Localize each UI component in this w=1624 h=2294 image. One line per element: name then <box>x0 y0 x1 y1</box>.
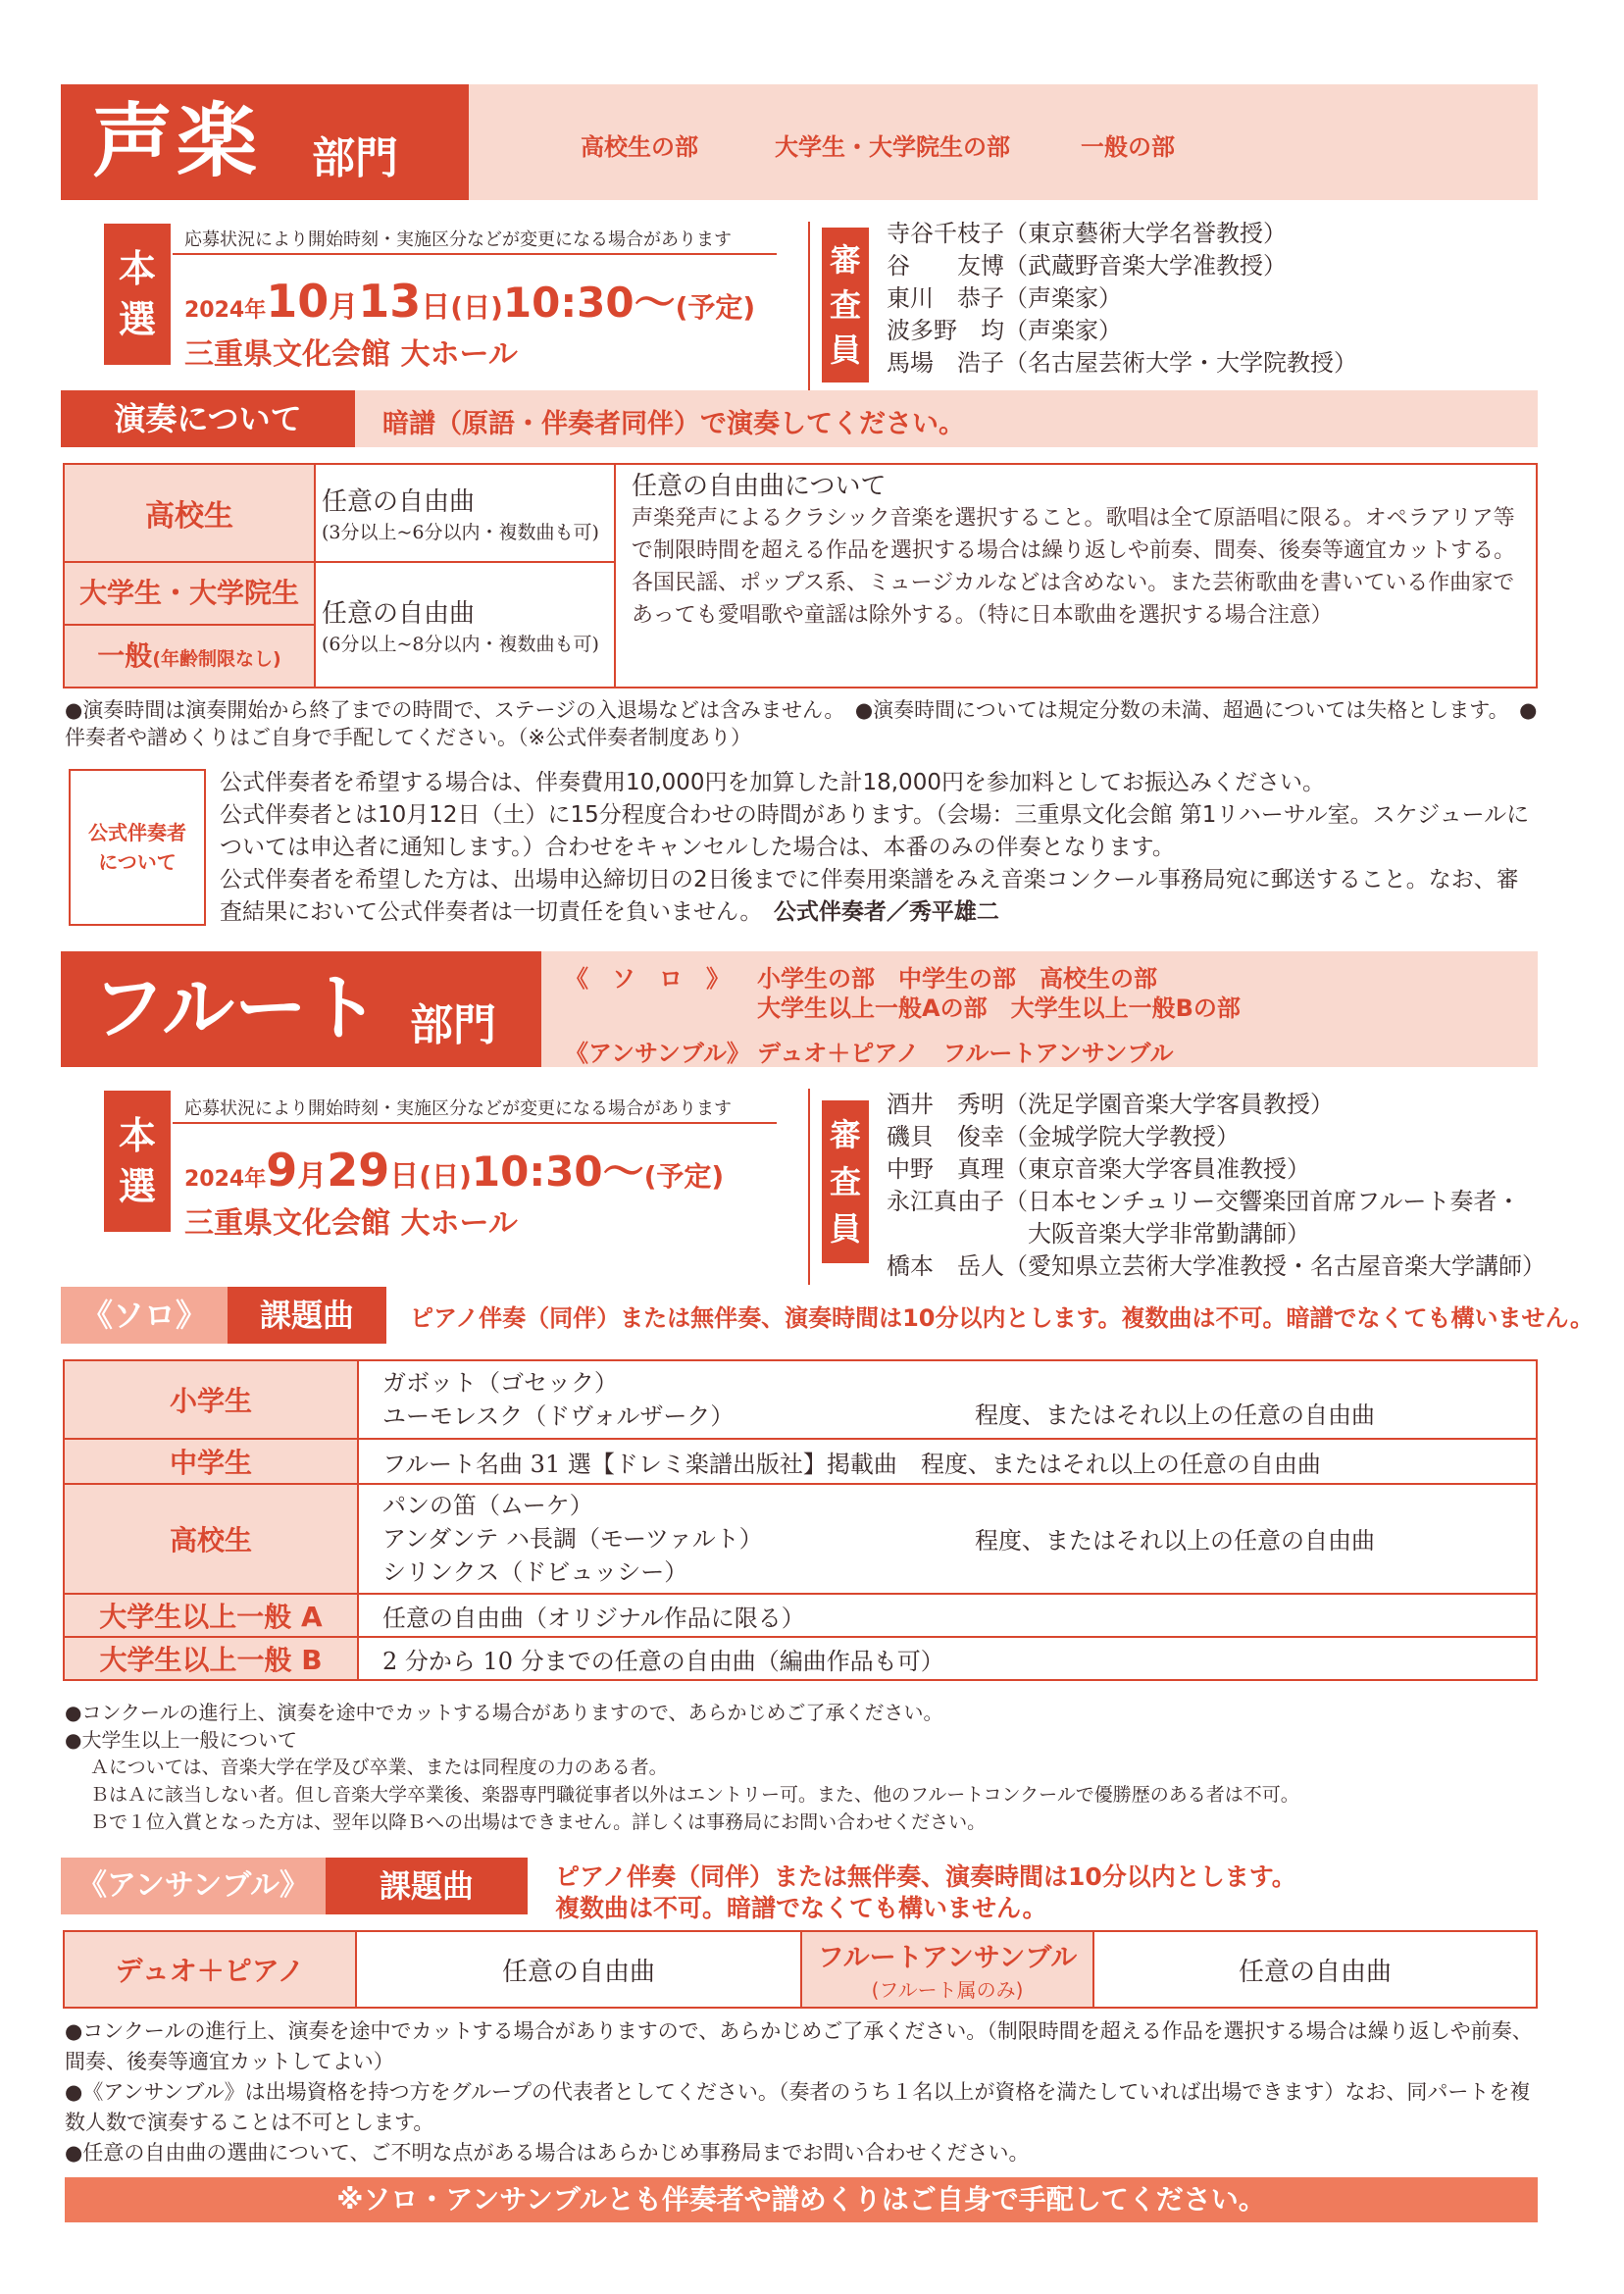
es-piece-1: ガボット（ゴセック） <box>382 1369 618 1397</box>
date-time: 10:30〜 <box>471 1147 644 1196</box>
fe-sub: (フルート属のみ) <box>871 1978 1024 2002</box>
judge-item: 東川 恭子（声楽家） <box>887 284 1122 312</box>
flute-solo-divisions-1: 小学生の部 中学生の部 高校生の部 <box>757 965 1157 993</box>
note-line: ●コンクールの進行上、演奏を途中でカットする場合がありますので、あらかじめご了承ください。（制限時間を超える作品を選択する場合は繰り返しや前奏、間奏、後奏等適宜カットしてよい） <box>65 2019 1533 2073</box>
flute-notice: 応募状況により開始時刻・実施区分などが変更になる場合があります <box>184 1098 732 1119</box>
ms-piece: フルート名曲 31 選【ドレミ楽譜出版社】掲載曲 <box>382 1450 897 1478</box>
flute-solo-divisions-2: 大学生以上一般Aの部 大学生以上一般Bの部 <box>757 994 1241 1022</box>
official-line: 公式伴奏者とは10月12日（土）に15分程度合わせの時間があります。（会場：三重県文化会館 第1リハーサル室。スケジュールについては申込者に通知します。）合わせをキャンセルした場合は、本番のみの伴奏となります。 <box>220 802 1530 860</box>
official-label-1: 公式伴奏者 <box>88 821 186 844</box>
judges-char-2: 査 <box>829 1163 861 1200</box>
date-weekday: (日) <box>450 291 503 324</box>
note-line: ●《アンサンブル》は出場資格を持つ方をグループの代表者としてください。（奏者のうち１名以上が資格を満たしていれば出場できます）なお、同パートを複数人数で演奏することは不可とします。 <box>65 2080 1531 2134</box>
vocal-hs-piece: 任意の自由曲 <box>322 487 476 517</box>
es-level: 程度、またはそれ以上の任意の自由曲 <box>975 1402 1375 1429</box>
flute-row-b: 大学生以上一般 B <box>99 1644 323 1676</box>
official-line: 公式伴奏者を希望する場合は、伴奏費用10,000円を加算した計18,000円を参加料としてお振込みください。 <box>220 770 1325 795</box>
table-cell <box>315 464 615 562</box>
vocal-judges-label <box>822 228 869 382</box>
ms-level: 程度、またはそれ以上の任意の自由曲 <box>920 1450 1321 1478</box>
vocal-uni-piece: 任意の自由曲 <box>322 599 476 629</box>
table-cell <box>64 1637 358 1680</box>
flute-row-hs: 高校生 <box>169 1524 252 1556</box>
vocal-notice: 応募状況により開始時刻・実施区分などが変更になる場合があります <box>184 229 732 250</box>
flute-judges-label <box>822 1100 869 1263</box>
table-cell <box>315 562 615 688</box>
flute-solo-kadai: 課題曲 <box>228 1287 386 1344</box>
judges-char-3: 員 <box>829 331 861 369</box>
table-cell <box>358 1484 1537 1594</box>
table-cell <box>358 1594 1537 1637</box>
date-year: 2024年 <box>184 1167 267 1192</box>
official-line-3: 公式伴奏者を希望した方は、出場申込締切日の2日後までに伴奏用楽譜をみえ音楽コンクール事務局宛に郵送すること。なお、審査結果において公式伴奏者は一切責任を負いません。 <box>220 867 1519 925</box>
footer-banner: ※ソロ・アンサンブルとも伴奏者や譜めくりはご自身で手配してください。 <box>65 2177 1538 2222</box>
vocal-perf-text: 暗譜（原語・伴奏者同伴）で演奏してください。 <box>382 409 965 439</box>
flute-honsen-label <box>104 1091 171 1232</box>
date-year: 2024年 <box>184 298 267 323</box>
flute-solo-label: 《ソロ》 <box>61 1287 228 1344</box>
vocal-honsen-label <box>104 224 171 365</box>
vocal-row-hs: 高校生 <box>145 499 233 534</box>
table-cell <box>64 1439 358 1484</box>
flute-ens-divisions: デュオ＋ピアノ フルートアンサンブル <box>757 1040 1174 1067</box>
date-month-unit: 月 <box>329 290 359 325</box>
judge-item: 中野 真理（東京音楽大学客員准教授） <box>887 1155 1310 1183</box>
date-day: 13 <box>358 275 422 328</box>
date-time: 10:30〜 <box>502 279 676 327</box>
official-line <box>220 864 1540 929</box>
judge-item: 大阪音楽大学非常勤講師） <box>887 1220 1310 1248</box>
flute-venue: 三重県文化会館 大ホール <box>184 1206 518 1241</box>
date-day-unit: 日 <box>389 1159 420 1194</box>
date-month: 10 <box>266 275 330 328</box>
official-accompanist-text <box>220 767 1540 929</box>
vocal-date <box>184 271 755 330</box>
date-note: (予定) <box>675 291 756 324</box>
table-cell <box>358 1360 1537 1439</box>
es-piece-2: ユーモレスク（ドヴォルザーク） <box>382 1402 735 1430</box>
honsen-char-2: 選 <box>118 298 156 341</box>
date-weekday: (日) <box>419 1160 472 1193</box>
flute-ens-table <box>63 1930 1538 2009</box>
vocal-title-sub: 部門 <box>312 133 398 183</box>
honsen-char-2: 選 <box>118 1165 156 1208</box>
vocal-row-general <box>65 626 314 687</box>
b-piece: 2 分から 10 分までの任意の自由曲（編曲作品も可） <box>382 1647 944 1675</box>
table-cell <box>64 464 315 562</box>
vocal-venue: 三重県文化会館 大ホール <box>184 337 518 372</box>
official-label-2: について <box>98 850 177 874</box>
table-cell <box>64 562 315 688</box>
vocal-division-general: 一般の部 <box>1081 133 1175 161</box>
vocal-judges-box <box>808 222 816 390</box>
table-cell <box>1093 1931 1537 2008</box>
official-accompanist-label <box>69 769 206 926</box>
note-line: ●大学生以上一般について <box>65 1728 298 1752</box>
free-piece-text-1: 声楽発声によるクラシック音楽を選択すること。歌唱は全て原語唱に限る。オペラアリア等で制限時間を超える作品を選択する場合は繰り返しや前奏、間奏、後奏等適宜カットする。 <box>632 506 1516 563</box>
vocal-title: 声楽 <box>92 94 262 188</box>
vocal-hs-time: (3分以上~6分以内・複数曲も可) <box>322 522 599 543</box>
flute-title: フルート <box>92 966 381 1050</box>
flute-ens-label: 《アンサンブル》 <box>61 1858 326 1914</box>
note-line: ●コンクールの進行上、演奏を途中でカットする場合がありますので、あらかじめご了承ください。 <box>65 1701 943 1724</box>
hs-piece-2: アンダンテ ハ長調（モーツァルト） <box>382 1525 763 1553</box>
note-line: ＢはＡに該当しない者。但し音楽大学卒業後、楽器専門職従事者以外はエントリー可。また、他のフルートコンクールで優勝歴のある者は不可。 <box>90 1784 1299 1806</box>
free-piece-title: 任意の自由曲について <box>632 472 887 501</box>
flute-solo-tag: 《 ソ ロ 》 <box>565 965 730 993</box>
vocal-division-hs: 高校生の部 <box>581 133 698 161</box>
free-piece-text-2: 各国民謡、ポップス系、ミュージカルなどは含めない。また芸術歌曲を書いている作曲家であっても愛唱歌や童謡は除外する。（特に日本歌曲を選択する場合注意） <box>632 571 1515 628</box>
table-cell <box>615 464 1537 688</box>
a-piece: 任意の自由曲（オリジナル作品に限る） <box>382 1604 805 1632</box>
flute-row-es: 小学生 <box>169 1385 252 1417</box>
date-day-unit: 日 <box>421 290 451 325</box>
duo-label: デュオ＋ピアノ <box>115 1955 305 1987</box>
vocal-uni-time: (6分以上~8分以内・複数曲も可) <box>322 634 599 655</box>
judges-char-3: 員 <box>829 1210 861 1248</box>
table-cell <box>64 1360 358 1439</box>
flute-notice-rule <box>173 1122 777 1124</box>
vocal-notice-rule <box>173 253 777 255</box>
judge-item: 寺谷千枝子（東京藝術大学名誉教授） <box>887 220 1287 247</box>
flute-ens-rule-2: 複数曲は不可。暗譜でなくても構いません。 <box>555 1894 1047 1922</box>
judge-item: 酒井 秀明（洗足学園音楽大学客員教授） <box>887 1091 1334 1118</box>
flute-ens-kadai: 課題曲 <box>326 1858 528 1914</box>
judge-item: 磯貝 俊幸（金城学院大学教授） <box>887 1123 1240 1150</box>
note-line: Ａについては、音楽大学在学及び卒業、または同程度の力のある者。 <box>90 1757 668 1778</box>
date-day: 29 <box>327 1144 390 1197</box>
fe-piece: 任意の自由曲 <box>1238 1957 1392 1987</box>
judge-item: 波多野 均（声楽家） <box>887 317 1122 344</box>
judge-item: 谷 友博（武蔵野音楽大学准教授） <box>887 252 1287 280</box>
vocal-notes: ●演奏時間は演奏開始から終了までの時間で、ステージの入退場などは含みません。 ●演奏時間については規定分数の未満、超過については失格とします。 ●伴奏者や譜めくりはご自身で手配してください。（※公式伴奏者制度あり） <box>65 698 1538 749</box>
judges-char-2: 査 <box>829 286 861 324</box>
table-cell <box>64 1484 358 1594</box>
judges-char-1: 審 <box>829 1116 861 1153</box>
date-month-unit: 月 <box>297 1159 328 1194</box>
hs-level: 程度、またはそれ以上の任意の自由曲 <box>975 1527 1375 1555</box>
date-note: (予定) <box>643 1160 725 1193</box>
hs-piece-3: シリンクス（ドビュッシー） <box>382 1558 688 1586</box>
table-cell <box>356 1931 801 2008</box>
vocal-requirements-table <box>63 463 1538 688</box>
judge-item: 馬場 浩子（名古屋芸術大学・大学院教授） <box>887 349 1357 377</box>
duo-piece: 任意の自由曲 <box>501 1957 655 1987</box>
honsen-char-1: 本 <box>118 247 156 290</box>
vocal-perf-label: 演奏について <box>61 390 355 447</box>
flute-solo-table <box>63 1359 1538 1681</box>
gen-label: 一般 <box>97 639 153 672</box>
official-name: 公式伴奏者／秀平雄二 <box>773 899 999 925</box>
note-line: Ｂで１位入賞となった方は、翌年以降Ｂへの出場はできません。詳しくは事務局にお問い合わせください。 <box>90 1811 987 1833</box>
flute-ens-rule-1: ピアノ伴奏（同伴）または無伴奏、演奏時間は10分以内とします。 <box>555 1862 1296 1891</box>
flute-title-sub: 部門 <box>410 1000 496 1050</box>
judge-item: 橋本 岳人（愛知県立芸術大学准教授・名古屋音楽大学講師） <box>887 1252 1546 1280</box>
flute-solo-rule: ピアノ伴奏（同伴）または無伴奏、演奏時間は10分以内とします。複数曲は不可。暗譜でなくても構いません。 <box>410 1304 1594 1332</box>
table-cell <box>358 1439 1537 1484</box>
flute-ens-notes <box>65 2016 1536 2168</box>
flute-row-a: 大学生以上一般 A <box>99 1601 323 1633</box>
flute-judges-list <box>887 1089 1546 1283</box>
hs-piece-1: パンの笛（ムーケ） <box>382 1492 593 1519</box>
table-cell <box>64 1594 358 1637</box>
judge-item: 永江真由子（日本センチュリー交響楽団首席フルート奏者・ <box>887 1188 1521 1215</box>
flute-date <box>184 1140 724 1198</box>
flute-solo-notes <box>65 1699 1536 1836</box>
flute-judges-box <box>808 1089 816 1285</box>
vocal-judges-list <box>887 218 1357 380</box>
vocal-division-uni: 大学生・大学院生の部 <box>775 133 1010 161</box>
table-cell <box>801 1931 1093 2008</box>
date-month: 9 <box>266 1144 298 1197</box>
judges-char-1: 審 <box>829 241 861 279</box>
note-line: ●任意の自由曲の選曲について、ご不明な点がある場合はあらかじめ事務局までお問い合わせください。 <box>65 2141 1030 2165</box>
flute-row-ms: 中学生 <box>169 1447 252 1479</box>
fe-label: フルートアンサンブル <box>817 1943 1078 1973</box>
honsen-char-1: 本 <box>118 1114 156 1157</box>
flute-ens-tag: 《アンサンブル》 <box>565 1040 750 1067</box>
table-cell <box>358 1637 1537 1680</box>
vocal-row-uni: 大学生・大学院生 <box>65 563 314 626</box>
table-cell <box>64 1931 356 2008</box>
gen-note: (年齢制限なし) <box>152 648 281 670</box>
